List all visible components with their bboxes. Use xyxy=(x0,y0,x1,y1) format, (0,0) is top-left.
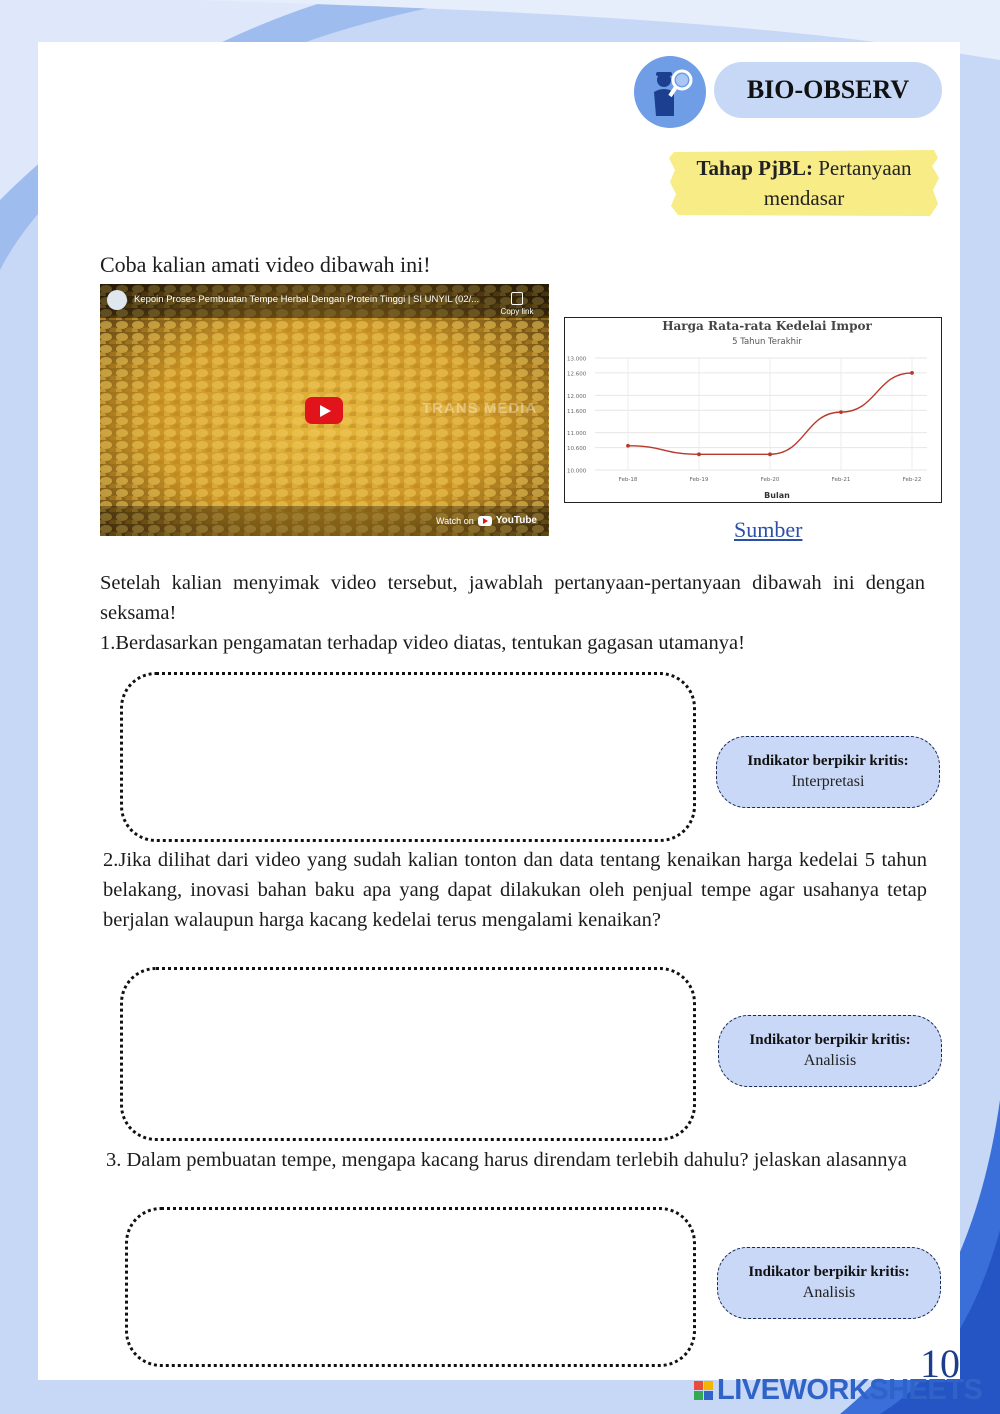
pjbl-stage-highlight xyxy=(668,148,940,218)
play-button[interactable] xyxy=(305,397,343,424)
detective-magnifier-icon xyxy=(634,56,706,128)
copy-link-button[interactable] xyxy=(497,292,537,316)
chart-xtick-label: Feb-18 xyxy=(618,477,638,483)
liveworksheets-grid-icon xyxy=(694,1381,713,1400)
indicator-value: Analisis xyxy=(803,1052,857,1069)
answer-box-3[interactable] xyxy=(125,1207,696,1367)
chart-title: Harga Rata-rata Kedelai Impor xyxy=(662,319,872,333)
intro-text: Coba kalian amati video dibawah ini! xyxy=(100,252,431,277)
page-number: 10 xyxy=(920,1341,960,1386)
answer-box-1[interactable] xyxy=(120,672,696,842)
instruction-text: Setelah kalian menyimak video tersebut, jawablah pertanyaan-pertanyaan dibawah ini dengan seksama! xyxy=(100,572,925,624)
indicator-label: Indikator berpikir kritis: xyxy=(748,1264,910,1280)
chart-data-point xyxy=(839,410,843,414)
channel-watermark: TRANS MEDIA xyxy=(422,400,538,417)
chart-ytick-label: 13.000 xyxy=(567,356,587,363)
copy-icon xyxy=(511,292,523,305)
stage-label: Tahap PjBL: xyxy=(696,156,813,180)
question-3-text: 3. Dalam pembuatan tempe, mengapa kacang harus direndam terlebih dahulu? jelaskan alasannya xyxy=(106,1149,907,1171)
brand-title: BIO-OBSERV xyxy=(714,62,942,118)
liveworksheets-logo xyxy=(694,1374,982,1407)
chart-data-point xyxy=(910,371,914,375)
indicator-badge-3 xyxy=(717,1247,941,1319)
video-title[interactable]: Kepoin Proses Pembuatan Tempe Herbal Dengan Protein Tinggi | SI UNYIL (02/... xyxy=(134,294,480,305)
youtube-logo-icon xyxy=(478,516,492,526)
soybean-price-chart xyxy=(564,317,942,503)
indicator-badge-2 xyxy=(718,1015,942,1087)
watch-on-label: Watch on xyxy=(436,515,474,526)
answer-box-2[interactable] xyxy=(120,967,696,1141)
chart-xtick-label: Feb-20 xyxy=(760,477,780,483)
chart-data-point xyxy=(626,444,630,448)
indicator-label: Indikator berpikir kritis: xyxy=(749,1032,911,1048)
chart-subtitle: 5 Tahun Terakhir xyxy=(732,337,802,347)
copy-link-label: Copy link xyxy=(500,307,534,316)
source-link[interactable]: Sumber xyxy=(734,517,803,542)
question-2-text: 2.Jika dilihat dari video yang sudah kalian tonton dan data tentang kenaikan harga kedelai 5 tahun belakang, inovasi bahan baku apa yang dapat dilakukan oleh penjual tempe agar usahanya tetap berjalan walaupun harga kacang kedelai terus mengalami kenaikan? xyxy=(103,849,927,931)
chart-ytick-label: 12.600 xyxy=(567,371,587,378)
chart-data-point xyxy=(768,452,772,456)
video-embed[interactable] xyxy=(100,284,549,536)
question-1-text: 1.Berdasarkan pengamatan terhadap video diatas, tentukan gagasan utamanya! xyxy=(100,632,745,654)
indicator-label: Indikator berpikir kritis: xyxy=(747,753,909,769)
watch-on-youtube-link[interactable] xyxy=(436,515,537,526)
indicator-value: Analisis xyxy=(802,1284,856,1301)
chart-xtick-label: Feb-19 xyxy=(689,477,709,483)
chart-xtick-label: Feb-22 xyxy=(902,477,922,483)
stage-value: Pertanyaan mendasar xyxy=(763,156,912,210)
chart-ytick-label: 10.600 xyxy=(567,446,587,453)
indicator-badge-1 xyxy=(716,736,940,808)
chart-ytick-label: 10.000 xyxy=(567,468,587,475)
chart-ytick-label: 11.600 xyxy=(567,408,587,415)
chart-xtick-label: Feb-21 xyxy=(831,477,851,483)
chart-xlabel: Bulan xyxy=(764,491,790,500)
footer-brand: LIVEWORKSHEETS xyxy=(717,1374,983,1406)
indicator-value: Interpretasi xyxy=(791,773,865,790)
chart-data-point xyxy=(697,452,701,456)
chart-ytick-label: 12.000 xyxy=(567,393,587,400)
chart-ytick-label: 11.000 xyxy=(567,431,587,438)
youtube-label: YouTube xyxy=(495,515,537,526)
